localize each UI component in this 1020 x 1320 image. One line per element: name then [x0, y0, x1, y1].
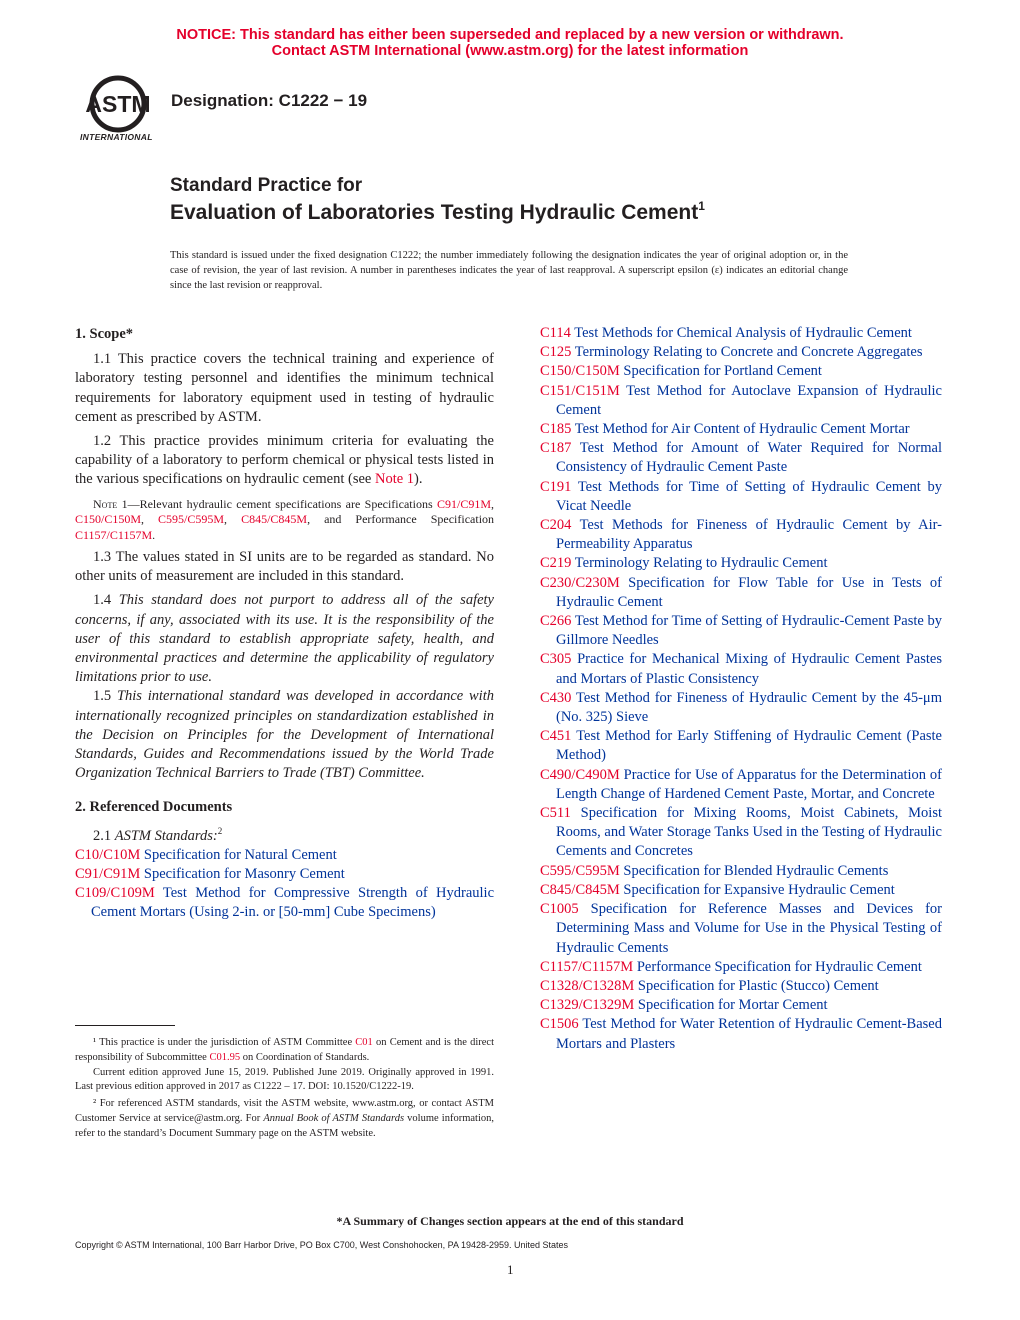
reference-title-link[interactable]: Test Method for Autoclave Expansion of Hydraulic Cement [556, 382, 942, 418]
reference-item [75, 865, 494, 884]
reference-item [540, 420, 942, 439]
reference-code-link[interactable]: C1157/C1157M [540, 958, 634, 975]
reference-item [540, 900, 942, 958]
note-1-link[interactable]: Note 1 [374, 471, 415, 488]
reference-title-link[interactable]: Test Method for Air Content of Hydraulic Cement Mortar [574, 421, 910, 438]
para-1-2: 1.2 This practice provides minimum criteria for evaluating the capability of a laboratory to perform chemical or physical tests listed in the various specifications on hydraulic cement (see Note 1). [75, 433, 494, 488]
reference-title-link[interactable]: Specification for Blended Hydraulic Cements [623, 862, 889, 879]
left-column [75, 325, 494, 923]
reference-item [540, 650, 942, 688]
astm-logo-letters: ASTM [85, 91, 151, 117]
reference-item [540, 574, 942, 612]
note-link-c150[interactable]: C150/C150M [75, 512, 142, 527]
reference-item [540, 881, 942, 900]
reference-code-link[interactable]: C430 [540, 689, 572, 706]
reference-code-link[interactable]: C451 [540, 728, 572, 745]
reference-title-link[interactable]: Performance Specification for Hydraulic Cement [636, 958, 922, 975]
summary-of-changes: *A Summary of Changes section appears at the end of this standard [336, 1214, 684, 1228]
astm-logo-mark [76, 74, 160, 134]
reference-title-link[interactable]: Test Method for Early Stiffening of Hydraulic Cement (Paste Method) [556, 728, 942, 764]
reference-title-link[interactable]: Specification for Plastic (Stucco) Cement [637, 977, 879, 994]
note-1: Note 1—Relevant hydraulic cement specifications are Specifications C91/C91M, C150/C150M, C595/C595M, C845/C845M, and Performance Specification C1157/C1157M. [75, 496, 495, 543]
reference-title-link[interactable]: Test Method for Time of Setting of Hydraulic-Cement Paste by Gillmore Needles [556, 613, 942, 649]
title-line-1: Standard Practice for [170, 175, 363, 196]
reference-code-link[interactable]: C204 [540, 517, 572, 534]
reference-code-link[interactable]: C219 [540, 555, 572, 572]
para-1-5: 1.5 This international standard was developed in accordance with internationally recognized principles on standardization established in the Decision on Principles for the Development of International Standards, Guides and Recommendations issued by the World Trade Organization Technical Barriers to Trade (TBT) Committee. [75, 688, 494, 782]
reference-code-link[interactable]: C1328/C1328M [540, 977, 635, 994]
note-link-c91[interactable]: C91/C91M [437, 496, 492, 511]
reference-code-link[interactable]: C230/C230M [540, 574, 620, 591]
para-1-3: 1.3 The values stated in SI units are to be regarded as standard. No other units of measurement are included in this standard. [75, 549, 494, 585]
notice-line-2: Contact ASTM International (www.astm.org) for the latest information [271, 43, 749, 59]
logo-international: INTERNATIONAL [80, 132, 153, 142]
footnotes [75, 1036, 494, 1142]
note-link-c595[interactable]: C595/C595M [158, 512, 225, 527]
astm-logo [76, 74, 160, 146]
page-number: 1 [507, 1262, 514, 1277]
footnote-divider [75, 1025, 175, 1026]
left-reference-list [75, 846, 494, 923]
reference-item [540, 439, 942, 477]
reference-item [540, 1015, 942, 1053]
section-2-heading: 2. Referenced Documents [75, 799, 233, 816]
reference-code-link[interactable]: C305 [540, 651, 572, 668]
reference-title-link[interactable]: Test Method for Compressive Strength of Hydraulic Cement Mortars (Using 2-in. or [50-mm] Cube Specimens) [91, 885, 495, 921]
reference-code-link[interactable]: C10/C10M [75, 846, 141, 863]
right-column [540, 324, 942, 1054]
reference-item [540, 324, 942, 343]
reference-title-link[interactable]: Practice for Mechanical Mixing of Hydraulic Cement Pastes and Mortars of Plastic Consistency [556, 651, 942, 687]
reference-code-link[interactable]: C187 [540, 440, 572, 457]
reference-item [540, 343, 942, 362]
reference-title-link[interactable]: Specification for Portland Cement [623, 363, 822, 380]
reference-title-link[interactable]: Test Methods for Fineness of Hydraulic Cement by Air-Permeability Apparatus [556, 517, 942, 553]
reference-item [540, 766, 942, 804]
reference-title-link[interactable]: Test Methods for Chemical Analysis of Hydraulic Cement [574, 325, 912, 341]
footnote-link-c0195[interactable]: C01.95 [209, 1051, 241, 1063]
reference-title-link[interactable]: Specification for Mixing Rooms, Moist Cabinets, Moist Rooms, and Water Storage Tanks Used in the Testing of Hydraulic Cements and Concretes [556, 805, 942, 860]
copyright: Copyright © ASTM International, 100 Barr Harbor Drive, PO Box C700, West Conshohocken, PA 19428-2959. United States [75, 1240, 569, 1250]
reference-code-link[interactable]: C109/C109M [75, 885, 155, 902]
reference-code-link[interactable]: C185 [540, 421, 572, 438]
reference-item [540, 977, 942, 996]
reference-code-link[interactable]: C266 [540, 613, 572, 630]
reference-title-link[interactable]: Test Method for Amount of Water Required for Normal Consistency of Hydraulic Cement Paste [556, 440, 942, 476]
footnote-1-edition: Current edition approved June 15, 2019. Published June 2019. Originally approved in 1991. Last previous edition approved in 2017 as C1222 – 17. DOI: 10.1520/C1222-19. [75, 1066, 494, 1093]
para-1-4: 1.4 This standard does not purport to address all of the safety concerns, if any, associated with its use. It is the responsibility of the user of this standard to establish appropriate safety, health, and environmental practices and determine the applicability of regulatory limitations prior to use. [75, 592, 494, 686]
footnote-link-c01[interactable]: C01 [355, 1037, 373, 1048]
reference-title-link[interactable]: Test Method for Water Retention of Hydraulic Cement-Based Mortars and Plasters [556, 1016, 942, 1052]
reference-item [540, 554, 942, 573]
reference-code-link[interactable]: C595/C595M [540, 862, 620, 879]
para-1-1: 1.1 This practice covers the technical training and experience of laboratory testing personnel and identifies the minimum technical requirements for laboratory equipment used in testing of hydraulic cement as prescribed by ASTM. [75, 351, 494, 425]
reference-item [540, 612, 942, 650]
reference-item [540, 362, 942, 381]
reference-title-link[interactable]: Specification for Flow Table for Use in Tests of Hydraulic Cement [556, 574, 943, 610]
reference-item [540, 862, 942, 881]
reference-title-link[interactable]: Terminology Relating to Hydraulic Cement [574, 555, 828, 572]
reference-title-link[interactable]: Specification for Reference Masses and Devices for Determining Mass and Volume for Use in the Physical Testing of Hydraulic Cements [556, 901, 943, 956]
section-1-heading: 1. Scope* [75, 326, 133, 342]
reference-code-link[interactable]: C1329/C1329M [540, 997, 635, 1014]
reference-code-link[interactable]: C91/C91M [75, 865, 141, 882]
reference-code-link[interactable]: C191 [540, 478, 572, 495]
reference-title-link[interactable]: Test Methods for Time of Setting of Hydraulic Cement by Vicat Needle [556, 478, 942, 514]
reference-title-link[interactable]: Practice for Use of Apparatus for the Determination of Length Change of Hardened Cement Paste, Mortar, and Concrete [556, 766, 943, 802]
reference-item [540, 478, 942, 516]
reference-code-link[interactable]: C1005 [540, 901, 579, 918]
issued-note: This standard is issued under the fixed designation C1222; the number immediately following the designation indicates the year of original adoption or, in the case of revision, the year of last revision. A number in parentheses indicates the year of last reapproval. A superscript epsilon (ε) indicates an editorial change since the last revision or reapproval. [170, 250, 848, 291]
designation: Designation: C1222 − 19 [171, 91, 368, 110]
note-link-c1157[interactable]: C1157/C1157M [75, 528, 153, 543]
reference-title-link[interactable]: Specification for Mortar Cement [637, 997, 828, 1014]
reference-item [75, 846, 494, 865]
footnote-1: ¹ This practice is under the jurisdiction of ASTM Committee C01 on Cement and is the direct responsibility of Subcommittee C01.95 on Coordination of Standards. [75, 1037, 494, 1063]
reference-code-link[interactable]: C150/C150M [540, 363, 620, 380]
reference-item [75, 884, 494, 922]
para-2-1: 2.1 ASTM Standards:$^2$ [93, 825, 223, 844]
title-footnote-mark: 1 [698, 199, 705, 213]
reference-code-link[interactable]: C845/C845M [540, 881, 620, 898]
reference-code-link[interactable]: C1506 [540, 1016, 579, 1033]
reference-item [540, 727, 942, 765]
reference-title-link[interactable]: Test Method for Fineness of Hydraulic Cement by the 45-μm (No. 325) Sieve [556, 689, 942, 726]
notice-line-1: NOTICE: This standard has either been superseded and replaced by a new version or withdrawn. [176, 27, 844, 43]
reference-title-link[interactable]: Specification for Natural Cement [143, 846, 337, 863]
footnote-2: ² For referenced ASTM standards, visit the ASTM website, www.astm.org, or contact ASTM Customer Service at service@astm.org. For Annual Book of ASTM Standards volume information, refer to the standard’s Document Summary page on the ASTM website. [75, 1098, 494, 1139]
reference-item [540, 516, 942, 554]
reference-title-link[interactable]: Specification for Expansive Hydraulic Cement [623, 881, 895, 898]
reference-code-link[interactable]: C114 [540, 325, 571, 341]
reference-code-link[interactable]: C490/C490M [540, 766, 620, 783]
reference-item [540, 382, 942, 420]
note-link-c845[interactable]: C845/C845M [241, 512, 308, 527]
reference-item [540, 689, 942, 727]
right-reference-list [540, 324, 942, 1054]
reference-title-link[interactable]: Terminology Relating to Concrete and Concrete Aggregates [574, 344, 923, 361]
reference-item [540, 996, 942, 1015]
reference-item [540, 958, 942, 977]
reference-code-link[interactable]: C125 [540, 344, 572, 361]
title-line-2: Evaluation of Laboratories Testing Hydraulic Cement$^1$ [170, 199, 705, 224]
reference-code-link[interactable]: C151/C151M [540, 382, 620, 399]
reference-title-link[interactable]: Specification for Masonry Cement [143, 865, 345, 882]
reference-code-link[interactable]: C511 [540, 805, 571, 822]
reference-item [540, 804, 942, 862]
